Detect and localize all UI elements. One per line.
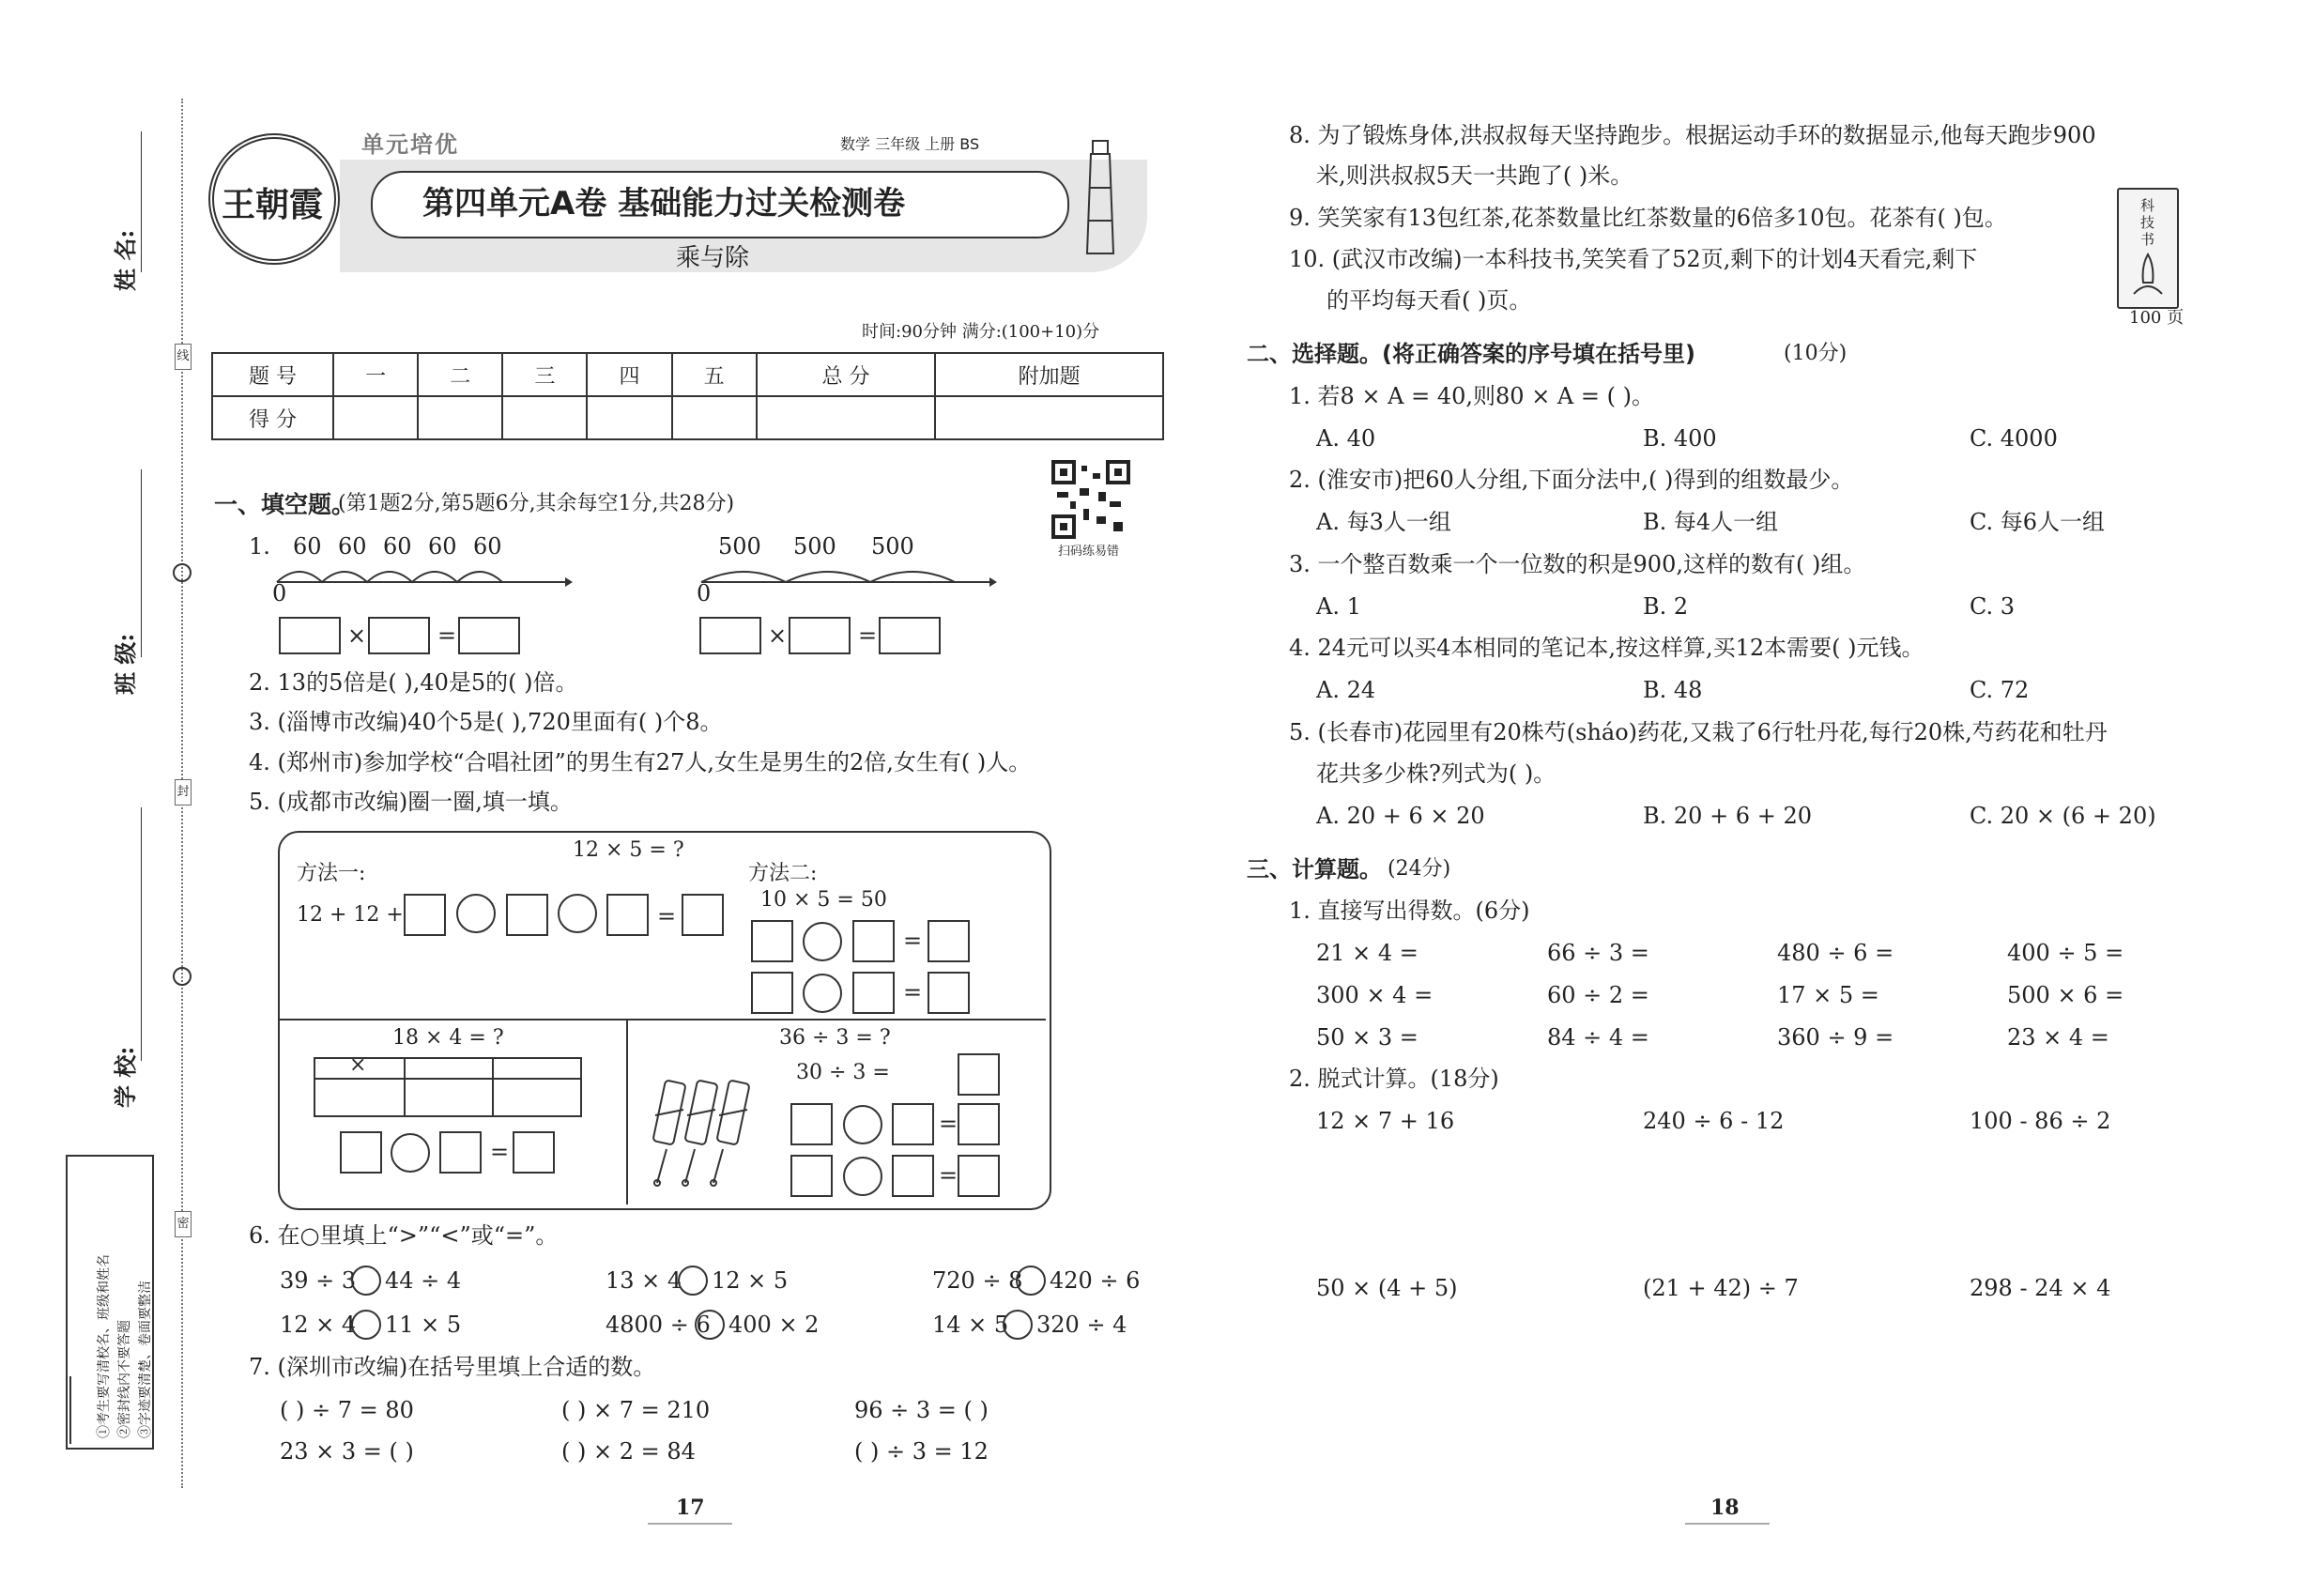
choice-question-cont: 花共多少株?列式为( )。 [1316,760,1556,787]
page-number-right: 18 [1710,1496,1740,1520]
q5-bottom-right-equation: 36 ÷ 3 = ? [779,1026,891,1050]
score-header-cell: 附加题 [935,353,1163,396]
question-6: 6. 在○里填上“>”“<”或“=”。 [249,1222,559,1249]
page-number-left: 17 [676,1496,705,1520]
time-info: 时间:90分钟 满分:(100+10)分 [862,322,1100,342]
choice-option[interactable]: B. 20 + 6 + 20 [1643,803,1812,829]
zero-label: 0 [697,580,712,606]
equals-sign: = [903,979,923,1005]
choice-option[interactable]: C. 20 × (6 + 20) [1970,803,2156,829]
answer-box[interactable] [458,617,520,654]
oral-calc-item: 500 × 6 = [2007,982,2124,1008]
jump-value: 60 [338,533,367,560]
score-header-cell: 题 号 [212,353,333,396]
section2-title: 二、选择题。(将正确答案的序号填在括号里) [1247,341,1695,367]
step-calc-item: 12 × 7 + 16 [1316,1108,1455,1134]
operator-circle[interactable] [803,922,842,961]
operator-circle[interactable] [558,894,597,933]
method2-label: 方法二: [748,862,818,885]
score-cell[interactable] [502,396,587,439]
equals-sign: = [657,903,677,929]
score-header-cell: 总 分 [757,353,936,396]
jump-value: 60 [428,533,457,560]
answer-box[interactable] [279,617,341,654]
school-label: 学 校: [112,1046,139,1108]
question-2: 2. 13的5倍是( ),40是5的( )倍。 [249,669,578,696]
compare-right: 11 × 5 [385,1312,462,1338]
choice-option[interactable]: A. 20 + 6 × 20 [1316,803,1485,829]
answer-box[interactable] [506,894,548,936]
oral-calc-item: 480 ÷ 6 = [1777,940,1894,966]
score-cell[interactable] [587,396,671,439]
jump-value: 60 [473,533,502,560]
section3-note: (24分) [1388,857,1451,881]
step-calc-item: (21 + 42) ÷ 7 [1643,1275,1799,1301]
section1-title: 一、填空题。 [214,491,356,518]
question-8-cont: 米,则洪叔叔5天一共跑了( )米。 [1316,162,1633,189]
zero-label: 0 [272,580,287,606]
lighthouse-icon [1081,131,1119,258]
answer-box[interactable] [958,1053,1000,1096]
oral-calc-item: 84 ÷ 4 = [1547,1024,1649,1051]
equals-sign: = [490,1139,510,1165]
calc2-title: 2. 脱式计算。(18分) [1289,1066,1499,1092]
compare-right: 12 × 5 [712,1267,789,1294]
equals-sign: = [858,622,878,649]
choice-question: 5. (长春市)花园里有20株芍(sháo)药花,又栽了6行牡丹花,每行20株,芍药花和牡丹 [1289,719,2108,745]
compare-left: 14 × 5 [932,1312,1009,1338]
compare-left: 720 ÷ 8 [932,1267,1023,1294]
score-header-cell: 五 [672,353,757,396]
binding-hole-icon [173,967,192,986]
book-title: 科技书 [2140,197,2155,248]
panel-divider [280,1019,1046,1021]
seal-mark-mi: 密 [175,1211,192,1237]
question-7: 7. (深圳市改编)在括号里填上合适的数。 [249,1354,656,1380]
answer-box[interactable] [852,920,895,962]
score-cell[interactable] [418,396,502,439]
jump-value: 500 [871,533,914,560]
choice-option[interactable]: A. 24 [1316,677,1376,703]
choice-question: 4. 24元可以买4本相同的笔记本,按这样算,买12本需要( )元钱。 [1289,635,1924,661]
answer-box[interactable] [892,1155,934,1197]
times-sign: × [347,622,367,649]
grid-line [404,1059,406,1115]
note-item: ③字迹要清楚、卷面要整洁 [138,1281,153,1438]
choice-option[interactable]: A. 每3人一组 [1316,509,1451,535]
oral-calc-item: 17 × 5 = [1777,982,1879,1008]
oral-calc-item: 360 ÷ 9 = [1777,1024,1894,1051]
choice-question: 1. 若8 × A = 40,则80 × A = ( )。 [1289,383,1654,409]
question-5: 5. (成都市改编)圈一圈,填一填。 [249,789,573,815]
fill-blank: ( ) ÷ 7 = 80 [280,1397,414,1423]
operator-circle[interactable] [843,1105,882,1144]
question-10-cont: 的平均每天看( )页。 [1326,287,1532,314]
answer-box[interactable] [513,1131,555,1174]
qr-code-icon [1051,460,1130,539]
step-calc-item: 240 ÷ 6 - 12 [1643,1108,1785,1134]
step-calc-item: 100 - 86 ÷ 2 [1970,1108,2111,1134]
choice-option[interactable]: C. 4000 [1970,425,2058,452]
compare-circle[interactable] [1003,1310,1033,1340]
choice-option[interactable]: B. 每4人一组 [1643,509,1779,535]
answer-box[interactable] [958,1155,1000,1197]
choice-question: 3. 一个整百数乘一个一位数的积是900,这样的数有( )组。 [1289,551,1866,577]
calc1-title: 1. 直接写出得数。(6分) [1289,898,1530,924]
q1-label: 1. [249,533,270,560]
choice-option[interactable]: C. 3 [1970,593,2016,620]
oral-calc-item: 400 ÷ 5 = [2007,940,2124,966]
section1-note: (第1题2分,第5题6分,其余每空1分,共28分) [338,492,735,515]
header-meta: 数学 三年级 上册 BS [840,135,980,153]
question-4: 4. (郑州市)参加学校“合唱社团”的男生有27人,女生是男生的2倍,女生有( )人。 [249,749,1032,775]
choice-option[interactable]: A. 1 [1316,593,1361,620]
answer-box[interactable] [879,617,941,654]
answer-box[interactable] [751,920,793,962]
choice-option[interactable]: C. 72 [1970,677,2030,703]
answer-box[interactable] [606,894,649,936]
answer-box[interactable] [699,617,761,654]
equals-sign: = [437,622,457,649]
logo-text: 王朝霞 [222,185,324,224]
compare-circle[interactable] [351,1266,381,1296]
compare-circle[interactable] [678,1266,708,1296]
score-header-cell: 二 [418,353,502,396]
fill-blank: ( ) × 2 = 84 [561,1438,696,1465]
score-cell[interactable] [672,396,757,439]
compare-circle[interactable] [695,1310,725,1340]
score-table [211,352,1164,440]
answer-box[interactable] [368,617,430,654]
class-label: 班 级: [112,633,139,695]
stick-bundles-icon [648,1078,770,1190]
answer-box[interactable] [852,972,895,1014]
oral-calc-item: 21 × 4 = [1316,940,1418,966]
school-line [141,807,142,1061]
oral-calc-item: 60 ÷ 2 = [1547,982,1649,1008]
choice-option[interactable]: B. 48 [1643,677,1703,703]
equals-sign: = [939,1111,958,1137]
method1-label: 方法一: [297,862,366,885]
grid-line [492,1059,494,1115]
page-ornament [648,1523,732,1525]
answer-box[interactable] [958,1103,1000,1145]
fill-blank: 23 × 3 = ( ) [280,1438,414,1465]
equals-sign: = [939,1162,958,1189]
page-title: 第四单元A卷 基础能力过关检测卷 [422,185,906,223]
answer-box[interactable] [790,1155,833,1197]
fill-blank: 96 ÷ 3 = ( ) [854,1397,989,1423]
q5-bottom-right-expr: 30 ÷ 3 = [796,1061,890,1084]
fill-blank: ( ) × 7 = 210 [561,1397,711,1423]
notes-box [66,1155,154,1450]
choice-option[interactable]: B. 2 [1643,593,1689,620]
operator-circle[interactable] [391,1133,430,1173]
answer-box[interactable] [404,894,446,936]
score-cell[interactable] [935,396,1163,439]
step-calc-item: 50 × (4 + 5) [1316,1275,1458,1301]
name-line [141,131,142,272]
score-header-cell: 三 [502,353,587,396]
binding-hole-icon [173,563,192,582]
compare-circle[interactable] [1016,1266,1046,1296]
equals-sign: = [903,928,923,954]
choice-option[interactable]: B. 400 [1643,425,1717,452]
score-cell[interactable] [333,396,418,439]
note-item: ②密封线内不要答题 [117,1320,132,1438]
page-subtitle: 乘与除 [676,244,750,272]
series-label: 单元培优 [361,131,459,158]
compare-right: 320 ÷ 4 [1036,1312,1127,1338]
score-row-label: 得 分 [212,396,333,439]
method1-expr: 12 + 12 + [297,903,404,927]
book-pages: 100 页 [2129,308,2185,328]
seal-mark-xian: 线 [175,344,192,370]
answer-box[interactable] [790,1103,833,1145]
q5-top-equation: 12 × 5 = ? [573,838,684,862]
compare-left: 4800 ÷ 6 [606,1312,711,1338]
score-header-cell: 四 [587,353,671,396]
compare-left: 13 × 4 [606,1267,682,1294]
jump-value: 60 [293,533,322,560]
question-9: 9. 笑笑家有13包红茶,花茶数量比红茶数量的6倍多10包。花茶有( )包。 [1289,205,2007,231]
choice-option[interactable]: A. 40 [1316,425,1376,452]
answer-box[interactable] [789,617,851,654]
method2-expr: 10 × 5 = 50 [760,888,887,912]
oral-calc-item: 23 × 4 = [2007,1024,2109,1051]
panel-divider [626,1019,628,1205]
rocket-icon [2126,251,2170,298]
q5-bottom-left-equation: 18 × 4 = ? [392,1026,504,1050]
score-header-cell: 一 [333,353,418,396]
question-3: 3. (淄博市改编)40个5是( ),720里面有( )个8。 [249,709,723,735]
oral-calc-item: 300 × 4 = [1316,982,1434,1008]
answer-box[interactable] [439,1131,482,1174]
logo-badge [208,133,340,265]
oral-calc-item: 50 × 3 = [1316,1024,1418,1051]
compare-right: 44 ÷ 4 [385,1267,462,1294]
operator-circle[interactable] [456,894,496,933]
jump-value: 500 [793,533,836,560]
choice-question: 2. (淮安市)把60人分组,下面分法中,( )得到的组数最少。 [1289,467,1854,493]
oral-calc-item: 66 ÷ 3 = [1547,940,1649,966]
name-label: 姓 名: [112,229,139,291]
answer-box[interactable] [340,1131,382,1174]
fill-blank: ( ) ÷ 3 = 12 [854,1438,989,1465]
choice-option[interactable]: C. 每6人一组 [1970,509,2106,535]
answer-box[interactable] [928,972,970,1014]
compare-right: 400 × 2 [728,1312,820,1338]
compare-left: 39 ÷ 3 [280,1267,357,1294]
qr-caption: 扫码练易错 [1058,545,1120,559]
notes-title: 注意事项 [69,1376,71,1444]
jump-value: 60 [383,533,412,560]
answer-box[interactable] [892,1103,934,1145]
answer-box[interactable] [928,920,970,962]
score-cell[interactable] [757,396,936,439]
section3-title: 三、计算题。 [1247,856,1382,882]
question-8: 8. 为了锻炼身体,洪叔叔每天坚持跑步。根据运动手环的数据显示,他每天跑步900 [1289,122,2096,148]
operator-circle[interactable] [803,974,842,1013]
operator-circle[interactable] [843,1157,882,1196]
seal-mark-feng: 封 [175,779,192,806]
times-sign: × [768,622,788,649]
area-grid [314,1053,582,1117]
answer-box[interactable] [751,972,793,1014]
grid-times-sign: × [349,1053,367,1077]
science-book-icon [2117,188,2179,309]
question-10: 10. (武汉市改编)一本科技书,笑笑看了52页,剩下的计划4天看完,剩下 [1289,246,1978,272]
compare-circle[interactable] [351,1310,381,1340]
jump-value: 500 [718,533,761,560]
compare-left: 12 × 4 [280,1312,357,1338]
page-ornament [1685,1523,1770,1525]
note-item: ①考生要写清校名、班级和姓名 [97,1254,112,1438]
grid-line [315,1078,580,1080]
step-calc-item: 298 - 24 × 4 [1970,1275,2111,1301]
answer-box[interactable] [682,894,724,936]
compare-right: 420 ÷ 6 [1050,1267,1141,1294]
class-line [141,469,142,657]
section2-note: (10分) [1784,342,1848,365]
